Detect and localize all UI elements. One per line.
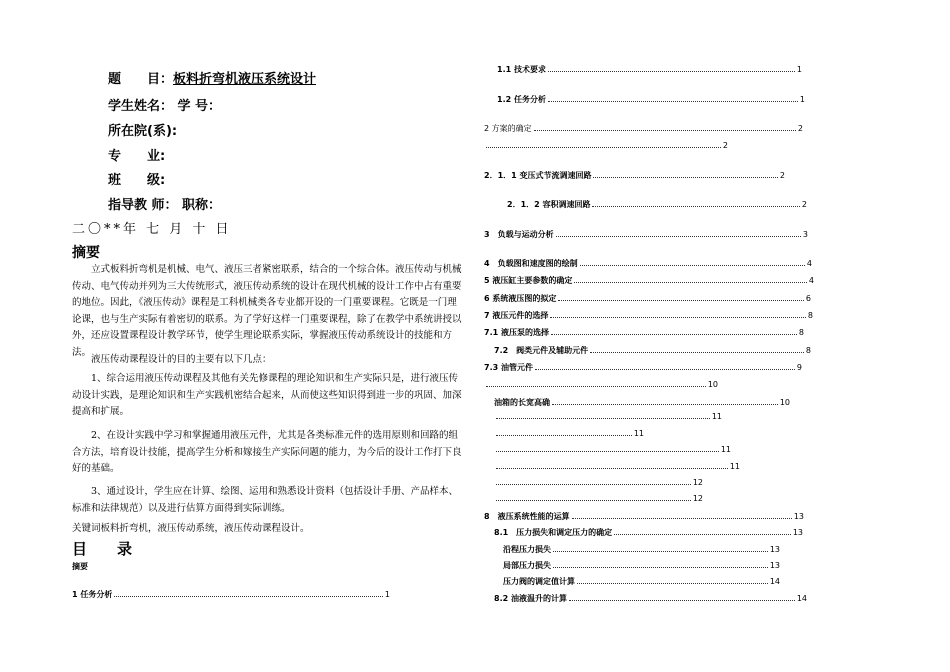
toc-entry-label: 8.1 压力损失和调定压力的确定 (494, 528, 613, 537)
toc-dot-leader (590, 352, 804, 353)
toc-right-entry (503, 576, 780, 587)
toc-entry-label: 2．1．2 容积调速回路 (507, 200, 591, 209)
toc-dot-leader (558, 300, 804, 301)
toc-entry-page: 2 (779, 171, 785, 180)
toc-dot-leader (553, 551, 768, 552)
toc-entry-page: 11 (711, 412, 722, 421)
toc-right-entry (503, 544, 780, 555)
toc-entry-page: 13 (769, 545, 780, 554)
toc-dot-leader (496, 418, 710, 419)
toc-entry-label: 2．1．1 变压式节流调速回路 (484, 171, 592, 180)
toc-right-entry (497, 94, 805, 105)
toc-right-entry (497, 64, 802, 75)
toc-entry-label: 2 方案的确定 (484, 124, 532, 133)
toc-entry-page: 13 (793, 512, 804, 521)
toc-right-entry (494, 345, 811, 356)
toc-dot-leader (592, 206, 799, 207)
toc-dot-leader (580, 265, 805, 266)
toc-entry-page: 1 (799, 95, 805, 104)
toc-entry-page: 8 (805, 346, 811, 355)
toc-dot-leader (577, 583, 768, 584)
toc-right-entry (484, 258, 812, 269)
toc-right-entry (503, 560, 780, 571)
toc-entry-label: 油箱的长宽高确 (494, 398, 550, 407)
toc-dot-leader (572, 518, 792, 519)
toc-dot-leader (496, 435, 632, 436)
toc-entry-label: 8 液压系统性能的运算 (484, 512, 570, 521)
toc-entry-page: 11 (633, 429, 644, 438)
toc-dot-leader (548, 71, 795, 72)
abstract-heading: 摘要 (72, 245, 100, 261)
toc-entry-label: 压力阀的调定值计算 (503, 577, 575, 586)
toc-dot-leader (556, 236, 801, 237)
toc-right-entry (494, 527, 803, 538)
college-line: 所在院(系): (108, 124, 178, 139)
toc-dot-leader (486, 386, 706, 387)
toc-entry-label: 7 液压元件的选择 (484, 311, 549, 320)
toc-dot-leader (574, 282, 807, 283)
toc-dot-leader (114, 596, 383, 597)
toc-right-entry (494, 478, 703, 487)
toc-entry-page: 14 (796, 594, 807, 603)
student-line: 学生姓名： 学 号： (108, 99, 222, 114)
toc-entry-page: 14 (769, 577, 780, 586)
toc-right-entry (484, 123, 803, 134)
toc-entry-task-analysis (72, 589, 390, 600)
toc-entry-page: 13 (792, 528, 803, 537)
toc-abstract-entry: 摘要 (72, 562, 88, 571)
keywords: 关键词板料折弯机，液压传动系统，液压传动课程设计。 (72, 523, 310, 534)
toc-entry-label: 1.1 技术要求 (497, 65, 546, 74)
toc-entry-page: 2 (722, 141, 728, 150)
toc-entry-page: 1 (796, 65, 802, 74)
toc-entry-page: 10 (779, 398, 790, 407)
toc-dot-leader (551, 334, 797, 335)
toc-dot-leader (569, 600, 795, 601)
toc-heading: 目 录 (72, 540, 133, 558)
title-label: 题 目： (108, 72, 174, 87)
abstract-paragraph-1: 立式板料折弯机是机械、电气、液压三者紧密联系，结合的一个综合体。液压传动与机械传动、电气传动并列为三大传统形式，液压传动系统的设计在现代机械的设计工作中占有重要的地位。因此，《液压传动》课程是工科机械类各专业都开设的一门重要课程。它既是一门理论课，也与生产实际有着密切的联系。为了学好这样一门重要课程，除了在教学中系统讲授以外，还应设置课程设计教学环节，使学生理论联系实际，掌握液压传动系统设计的技能和方法。 (72, 264, 462, 358)
abstract-paragraph-5: 3、通过设计，学生应在计算、绘图、运用和熟悉设计资料（包括设计手册、产品样本、标准和法律规范）以及进行估算方面得到实际训练。 (72, 486, 459, 514)
toc-right-entry (484, 327, 804, 338)
toc-dot-leader (496, 484, 691, 485)
toc-right-entry (484, 511, 804, 522)
toc-dot-leader (614, 534, 791, 535)
toc-right-entry (494, 462, 740, 471)
toc-entry-page: 4 (806, 259, 812, 268)
toc-entry-label: 1.2 任务分析 (497, 95, 546, 104)
toc-dot-leader (534, 130, 796, 131)
toc-entry-page: 12 (692, 478, 703, 487)
toc-right-entry (484, 362, 802, 373)
toc-dot-leader (548, 101, 798, 102)
toc-entry-page: 2 (797, 124, 803, 133)
toc-entry-label: 沿程压力损失 (503, 545, 551, 554)
toc-entry-label: 8.2 油液温升的计算 (494, 594, 567, 603)
toc-entry-label: 7.2 阀类元件及辅助元件 (494, 346, 589, 355)
abstract-paragraph-2: 液压传动课程设计的目的主要有以下几点： (91, 354, 272, 365)
toc-right-entry (494, 397, 790, 408)
advisor-line: 指导教 师： 职称： (108, 198, 222, 213)
toc-dot-leader (593, 177, 777, 178)
toc-entry-label: 7.3 油管元件 (484, 363, 533, 372)
toc-right-entry (494, 445, 731, 454)
toc-dot-leader (553, 567, 768, 568)
toc-entry-label: 1 任务分析 (72, 590, 113, 599)
toc-right-entry (494, 593, 807, 604)
toc-right-entry (494, 412, 722, 421)
toc-entry-label: 5 液压缸主要参数的确定 (484, 276, 573, 285)
toc-entry-page: 2 (801, 200, 807, 209)
toc-entry-label: 4 负载图和速度图的绘制 (484, 259, 578, 268)
abstract-paragraph-4: 2、在设计实践中学习和掌握通用液压元件，尤其是各类标准元件的选用原则和回路的组合方法，培育设计技能，提高学生分析和嫁接生产实际问题的能力，为今后的设计工作打下良好的基础。 (72, 430, 462, 474)
major-line: 专 业: (108, 149, 166, 164)
toc-dot-leader (550, 317, 806, 318)
toc-right-entry (494, 494, 703, 503)
toc-entry-page: 12 (692, 494, 703, 503)
toc-entry-page: 6 (805, 294, 811, 303)
toc-entry-page: 8 (798, 328, 804, 337)
toc-dot-leader (486, 147, 721, 148)
title-line (108, 68, 316, 87)
toc-entry-label: 6 系统液压图的拟定 (484, 294, 557, 303)
toc-entry-page: 9 (796, 363, 802, 372)
toc-dot-leader (496, 500, 691, 501)
toc-dot-leader (496, 468, 728, 469)
toc-entry-page: 10 (707, 380, 718, 389)
toc-entry-page: 4 (808, 276, 814, 285)
toc-dot-leader (535, 369, 795, 370)
toc-entry-label: 3 负载与运动分析 (484, 230, 554, 239)
title-value: 板料折弯机液压系统设计 (173, 72, 317, 87)
toc-entry-page: 3 (802, 230, 808, 239)
toc-right-entry (507, 199, 807, 210)
toc-right-entry (484, 293, 811, 304)
toc-entry-label: 7.1 液压泵的选择 (484, 328, 549, 337)
toc-right-entry (484, 275, 814, 286)
toc-right-entry (484, 170, 785, 181)
toc-entry-page: 1 (384, 590, 390, 599)
toc-dot-leader (552, 404, 778, 405)
toc-dot-leader (496, 451, 719, 452)
toc-entry-page: 8 (807, 311, 813, 320)
abstract-paragraph-3: 1、综合运用液压传动课程及其他有关先修课程的理论知识和生产实际只是，进行液压传动设计实践，是理论知识和生产实践机密结合起来，从而使这些知识得到进一步的巩固、加深提高和扩展。 (72, 373, 462, 417)
toc-right-entry (484, 141, 728, 150)
toc-entry-label: 局部压力损失 (503, 561, 551, 570)
toc-right-entry (484, 229, 808, 240)
class-line: 班 级: (108, 173, 166, 188)
date: 二〇**年 七 月 十 日 (72, 222, 232, 237)
toc-entry-page: 11 (720, 445, 731, 454)
toc-right-entry (484, 310, 813, 321)
toc-entry-page: 11 (729, 462, 740, 471)
toc-right-entry (484, 380, 718, 389)
toc-entry-page: 13 (769, 561, 780, 570)
toc-right-entry (494, 429, 644, 438)
